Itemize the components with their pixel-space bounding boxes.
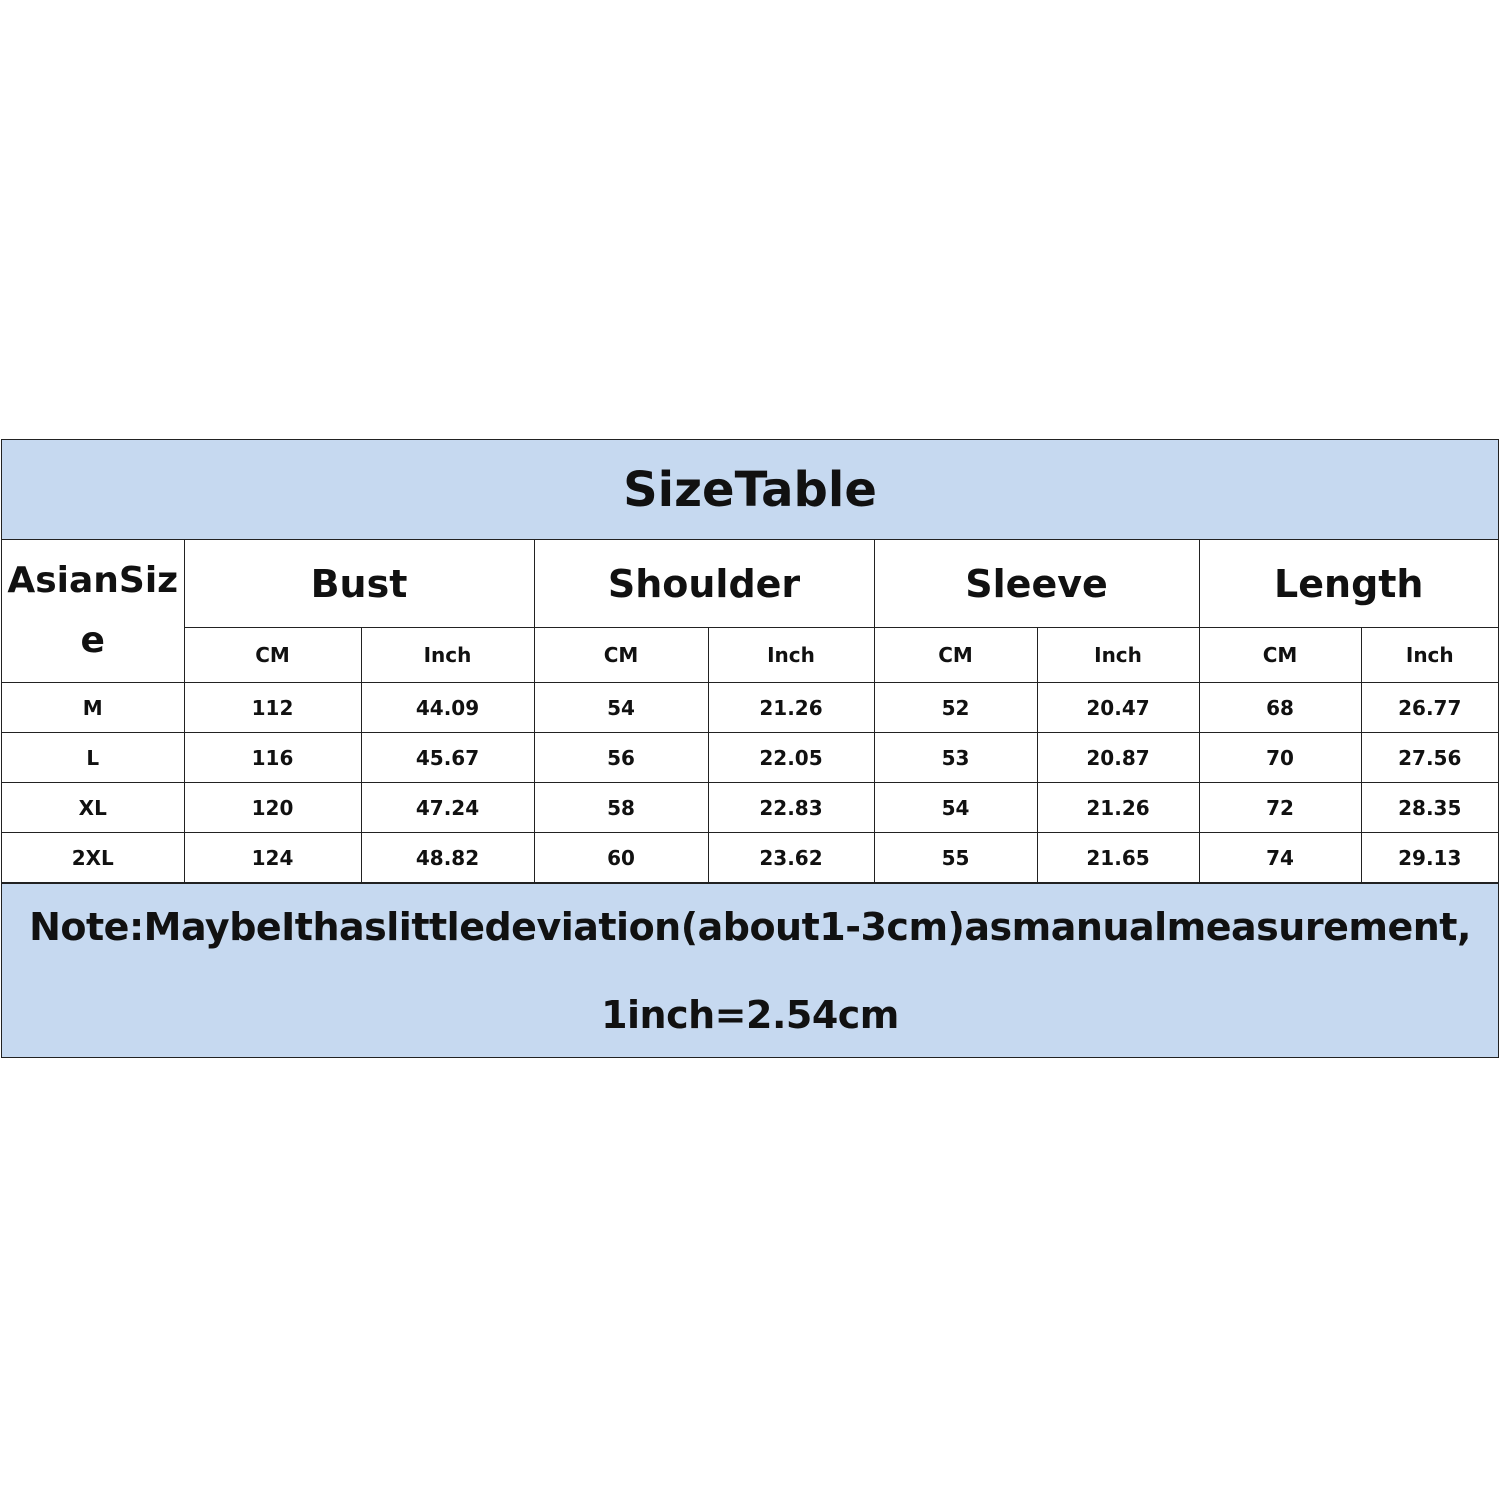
- value-cell: 74: [1199, 833, 1361, 883]
- table-row: [2, 833, 1498, 883]
- table-row: [2, 683, 1498, 733]
- unit-header-cm: CM: [1199, 628, 1361, 683]
- group-header-shoulder: Shoulder: [534, 540, 874, 628]
- value-cell: 23.62: [708, 833, 874, 883]
- size-cell: M: [2, 683, 184, 733]
- group-header-row: [2, 540, 1498, 628]
- value-cell: 54: [874, 783, 1037, 833]
- value-cell: 52: [874, 683, 1037, 733]
- note-text: Note:MaybeIthaslittledeviation(about1-3cm)asmanualmeasurement,: [29, 904, 1471, 949]
- table-title: SizeTable: [623, 461, 877, 518]
- value-cell: 116: [184, 733, 361, 783]
- unit-header-inch: Inch: [708, 628, 874, 683]
- size-table: [2, 540, 1498, 883]
- group-header-sleeve: Sleeve: [874, 540, 1199, 628]
- size-column-header: AsianSize: [2, 540, 184, 683]
- unit-header-inch: Inch: [1361, 628, 1498, 683]
- value-cell: 27.56: [1361, 733, 1498, 783]
- conversion-note: 1inch=2.54cm: [601, 992, 899, 1037]
- value-cell: 22.05: [708, 733, 874, 783]
- unit-header-cm: CM: [184, 628, 361, 683]
- value-cell: 22.83: [708, 783, 874, 833]
- value-cell: 120: [184, 783, 361, 833]
- table-row: [2, 733, 1498, 783]
- size-cell: L: [2, 733, 184, 783]
- value-cell: 48.82: [361, 833, 534, 883]
- value-cell: 45.67: [361, 733, 534, 783]
- note-band: [2, 883, 1498, 1057]
- group-header-length: Length: [1199, 540, 1498, 628]
- value-cell: 44.09: [361, 683, 534, 733]
- value-cell: 29.13: [1361, 833, 1498, 883]
- unit-header-inch: Inch: [1037, 628, 1199, 683]
- value-cell: 54: [534, 683, 708, 733]
- value-cell: 60: [534, 833, 708, 883]
- table-row: [2, 783, 1498, 833]
- value-cell: 124: [184, 833, 361, 883]
- value-cell: 53: [874, 733, 1037, 783]
- value-cell: 28.35: [1361, 783, 1498, 833]
- value-cell: 58: [534, 783, 708, 833]
- unit-header-inch: Inch: [361, 628, 534, 683]
- value-cell: 55: [874, 833, 1037, 883]
- value-cell: 20.87: [1037, 733, 1199, 783]
- value-cell: 21.26: [1037, 783, 1199, 833]
- value-cell: 72: [1199, 783, 1361, 833]
- size-cell: XL: [2, 783, 184, 833]
- value-cell: 20.47: [1037, 683, 1199, 733]
- unit-header-row: [2, 628, 1498, 683]
- value-cell: 21.26: [708, 683, 874, 733]
- value-cell: 47.24: [361, 783, 534, 833]
- size-table-sheet: [1, 439, 1499, 1058]
- value-cell: 26.77: [1361, 683, 1498, 733]
- value-cell: 70: [1199, 733, 1361, 783]
- value-cell: 56: [534, 733, 708, 783]
- value-cell: 68: [1199, 683, 1361, 733]
- unit-header-cm: CM: [874, 628, 1037, 683]
- size-cell: 2XL: [2, 833, 184, 883]
- value-cell: 21.65: [1037, 833, 1199, 883]
- value-cell: 112: [184, 683, 361, 733]
- unit-header-cm: CM: [534, 628, 708, 683]
- title-band: [2, 440, 1498, 540]
- group-header-bust: Bust: [184, 540, 534, 628]
